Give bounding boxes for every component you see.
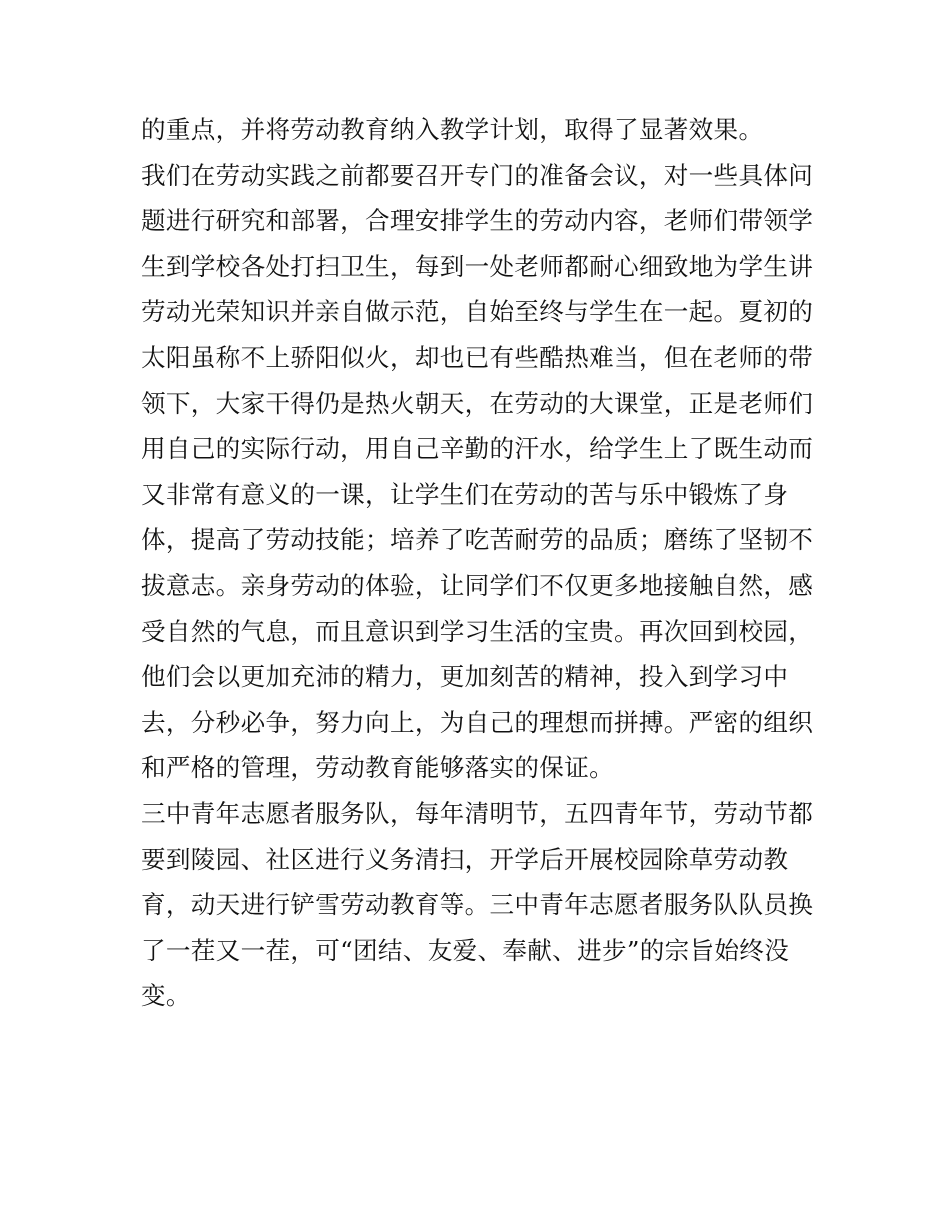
text-line: 了一茬又一茬，可“团结、友爱、奉献、进步”的宗旨始终没 [141,935,790,965]
text-line: 变。 [141,981,191,1011]
text-line: 又非常有意义的一课，让学生们在劳动的苦与乐中锻炼了身 [141,479,789,509]
text-line: 我们在劳动实践之前都要召开专门的准备会议，对一些具体问 [141,160,814,190]
text-line: 太阳虽称不上骄阳似火，却也已有些酷热难当，但在老师的带 [141,342,814,372]
text-line: 育，动天进行铲雪劳动教育等。三中青年志愿者服务队队员换 [141,890,814,920]
text-line: 用自己的实际行动，用自己辛勤的汗水，给学生上了既生动而 [141,434,814,464]
text-line: 劳动光荣知识并亲自做示范，自始至终与学生在一起。夏初的 [141,297,814,327]
body-text [141,107,821,1019]
text-line: 题进行研究和部署，合理安排学生的劳动内容，老师们带领学 [141,206,814,236]
text-line: 生到学校各处打扫卫生，每到一处老师都耐心细致地为学生讲 [141,251,814,281]
text-line: 拔意志。亲身劳动的体验，让同学们不仅更多地接触自然，感 [141,570,814,600]
text-line: 三中青年志愿者服务队，每年清明节，五四青年节，劳动节都 [141,798,814,828]
text-line: 要到陵园、社区进行义务清扫，开学后开展校园除草劳动教 [141,844,789,874]
text-line: 去，分秒必争，努力向上，为自己的理想而拼搏。严密的组织 [141,707,814,737]
text-line: 领下，大家干得仍是热火朝天，在劳动的大课堂，正是老师们 [141,388,814,418]
text-line: 和严格的管理，劳动教育能够落实的保证。 [141,753,614,783]
text-line: 的重点，并将劳动教育纳入教学计划，取得了显著效果。 [141,115,764,144]
text-line: 体，提高了劳动技能；培养了吃苦耐劳的品质；磨练了坚韧不 [141,525,814,555]
text-line: 他们会以更加充沛的精力，更加刻苦的精神，投入到学习中 [141,662,789,692]
text-line: 受自然的气息，而且意识到学习生活的宝贵。再次回到校园， [141,616,814,646]
